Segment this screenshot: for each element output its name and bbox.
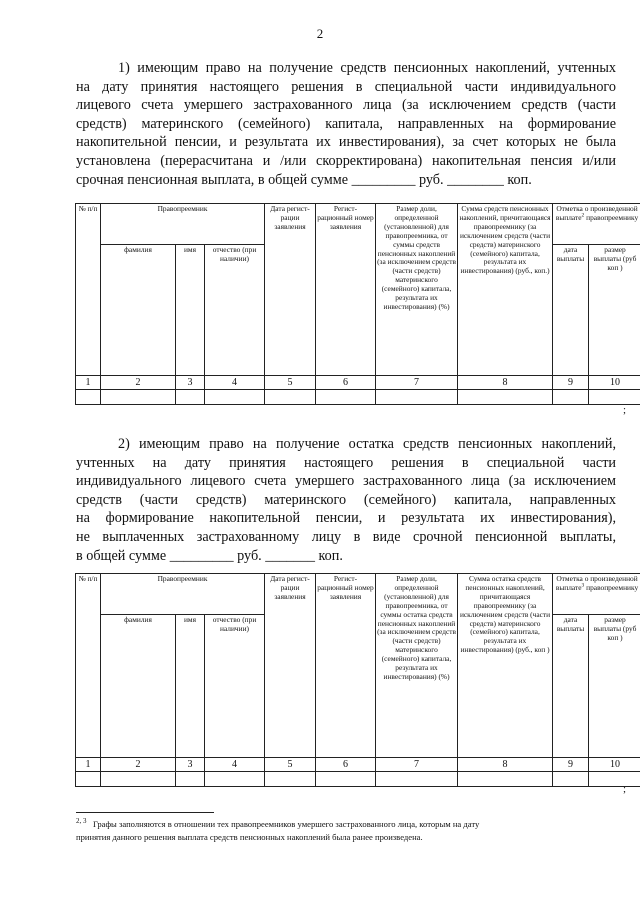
header-name: имя	[176, 615, 205, 758]
column-number: 10	[589, 758, 640, 772]
header-successor: Правопреемник	[101, 204, 265, 245]
column-number: 10	[589, 376, 640, 390]
header-payment-mark-tail: правопреемнику	[586, 212, 639, 222]
column-number: 4	[205, 758, 265, 772]
header-payment-date: дата выплаты	[553, 615, 589, 758]
header-surname: фамилия	[101, 245, 176, 376]
column-number: 1	[76, 376, 101, 390]
footnote-ref: 2	[581, 212, 585, 219]
header-payment-mark	[553, 574, 640, 615]
header-payment-mark-text: Отметка о произведенной выплате	[555, 574, 638, 592]
header-patronymic: отчество (при наличии)	[205, 615, 265, 758]
header-payment-mark-text: Отметка о произведенной выплате	[555, 204, 638, 222]
column-number: 1	[76, 758, 101, 772]
page-number: 2	[316, 26, 324, 41]
section-2-line: в общей сумме _________ руб. _______ коп.	[76, 547, 343, 564]
header-registration-date: Дата регист-рации заявления	[265, 204, 316, 376]
column-number: 8	[458, 758, 553, 772]
column-number: 2	[101, 376, 176, 390]
section-1-line: средств) материнского (семейного) капитала, направленных на формирование	[76, 115, 616, 132]
section-1-text	[76, 59, 616, 189]
footnote-marks: 2, 3	[76, 817, 87, 826]
section-1-line: срочная пенсионная выплата, в общей сумме _________ руб. ________ коп.	[76, 171, 532, 188]
header-name: имя	[176, 245, 205, 376]
header-sum: Сумма средств пенсионных накоплений, причитающаяся правопреемнику (за исключением средств (части средств) материнского (семейного) капитала, результата их инвестирования) (руб., коп.)	[458, 204, 553, 376]
section-2-line: на формирование накопительной пенсии, и результата их инвестирования),	[76, 510, 616, 527]
section-2-text	[76, 435, 616, 565]
section-2-line: учтенных на дату принятия настоящего решения в специальной части	[76, 454, 616, 471]
section-1-line: установлена (перерасчитана и /или скорректирована) накопительная пенсия и/или	[76, 152, 616, 169]
header-payment-amount: размер выплаты (руб коп )	[589, 245, 640, 376]
header-share-size: Размер доли, определенной (установленной) для правопреемника, от суммы средств пенсионных накоплений (за исключением средств (части средств) материнского (семейного) капитала, результата их инвестирования) (%)	[376, 204, 458, 376]
header-registration-number: Регист-рационный номер заявления	[316, 574, 376, 758]
header-successor: Правопреемник	[101, 574, 265, 615]
section-2-line: не выплаченных застрахованному лицу в виде срочной пенсионной выплаты,	[76, 528, 616, 545]
header-registration-number: Регист-рационный номер заявления	[316, 204, 376, 376]
section-2-line: 2) имеющим право на получение остатка средств пенсионных накоплений,	[118, 436, 616, 452]
section-2-line: индивидуального лицевого счета умершего застрахованного лица (за исключением	[76, 473, 616, 490]
header-number: № п/п	[76, 204, 101, 376]
footnote	[76, 818, 622, 843]
footnote-line-1	[76, 818, 622, 831]
header-surname: фамилия	[101, 615, 176, 758]
footnote-text-2: принятия данного решения выплата средств пенсионных накоплений была ранее произведена.	[76, 831, 423, 842]
column-number: 3	[176, 758, 205, 772]
column-number: 5	[265, 376, 316, 390]
footnote-divider	[76, 812, 214, 813]
column-number: 8	[458, 376, 553, 390]
footnote-ref: 3	[581, 582, 585, 589]
successors-table-2	[75, 573, 640, 787]
header-registration-date: Дата регист-рации заявления	[265, 574, 316, 758]
header-payment-date: дата выплаты	[553, 245, 589, 376]
column-number: 7	[376, 376, 458, 390]
semicolon: ;	[623, 783, 627, 795]
column-number: 3	[176, 376, 205, 390]
section-1-line: накопительной пенсии, и результата их инвестирования), за счет которых не была	[76, 134, 616, 151]
section-1-line: лицевого счета умершего застрахованного лица (за исключением средств (части	[76, 97, 616, 114]
table-row	[76, 390, 640, 405]
column-number: 6	[316, 376, 376, 390]
column-number: 9	[553, 758, 589, 772]
header-payment-amount: размер выплаты (руб коп )	[589, 615, 640, 758]
section-1-line: 1) имеющим право на получение средств пенсионных накоплений, учтенных	[118, 60, 616, 76]
footnote-text-1: Графы заполняются в отношении тех правопреемников умершего застрахованного лица, которым на дату	[92, 819, 480, 829]
column-number: 6	[316, 758, 376, 772]
semicolon: ;	[623, 404, 627, 416]
column-number: 5	[265, 758, 316, 772]
header-sum: Сумма остатка средств пенсионных накоплений, причитающаяся правопреемнику (за исключением средств (части средств) материнского (семейного) капитала, результата их инвестирования) (руб., коп )	[458, 574, 553, 758]
section-1-line: на дату принятия настоящего решения в специальной части индивидуального	[76, 78, 616, 95]
header-number: № п/п	[76, 574, 101, 758]
column-number: 9	[553, 376, 589, 390]
section-2-line: средств (части средств) материнского (семейного) капитала, направленных	[76, 491, 616, 508]
header-payment-mark-tail: правопреемнику	[586, 582, 639, 592]
header-payment-mark	[553, 204, 640, 245]
header-patronymic: отчество (при наличии)	[205, 245, 265, 376]
column-number: 7	[376, 758, 458, 772]
header-share-size: Размер доли, определенной (установленной) для правопреемника, от суммы остатка средств пенсионных накоплений (за исключением средств (части средств) материнского (семейного) капитала, результата их инвестирования) (%)	[376, 574, 458, 758]
table-row	[76, 772, 640, 787]
column-number: 2	[101, 758, 176, 772]
column-number: 4	[205, 376, 265, 390]
successors-table-1	[75, 203, 640, 405]
